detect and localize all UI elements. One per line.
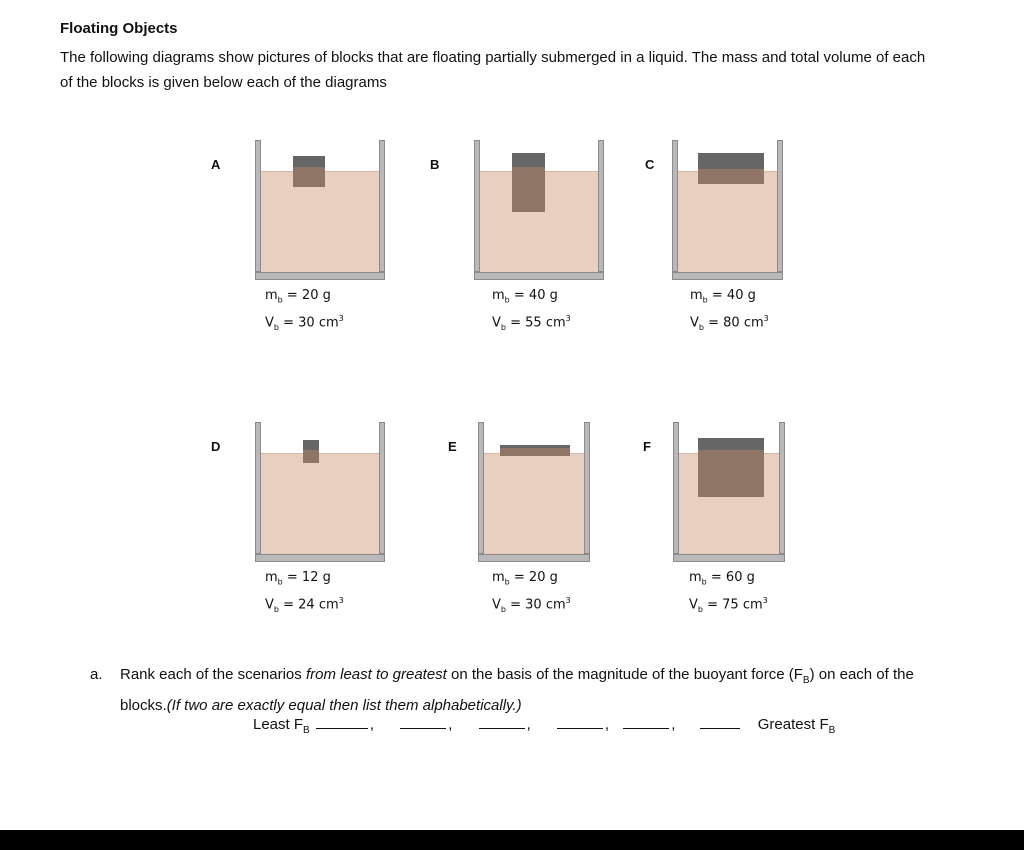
block-submerged	[293, 167, 325, 187]
diagram-f	[643, 422, 873, 622]
container-base	[478, 554, 590, 562]
container-wall-right	[779, 422, 785, 554]
block-submerged	[500, 448, 570, 456]
container-wall-right	[584, 422, 590, 554]
block-values	[492, 569, 571, 619]
bottom-black-bar	[0, 830, 1024, 850]
floating-block	[500, 445, 570, 456]
volume-line: $V_b = 30$ $cm^3$	[492, 595, 571, 614]
container	[474, 140, 604, 280]
block-above-liquid	[512, 153, 545, 167]
volume-value: 80 cm	[723, 314, 764, 330]
volume-value: 75 cm	[722, 596, 763, 612]
answer-blank-1[interactable]	[316, 714, 368, 729]
question-marker: a.	[90, 666, 103, 683]
block-above-liquid	[303, 440, 319, 450]
floating-block	[698, 438, 764, 497]
answer-blank-2[interactable]	[400, 714, 446, 729]
container-wall-right	[379, 140, 385, 272]
block-submerged	[698, 169, 764, 184]
container-base	[474, 272, 604, 280]
intro-paragraph: The following diagrams show pictures of blocks that are floating partially submerged in a liquid. The mass and total volume of each of the blocks is given below each of the diagrams	[60, 49, 926, 91]
diagram-label: D	[211, 439, 221, 454]
mass-line: $m_b = 20$ g	[492, 570, 558, 587]
block-above-liquid	[293, 156, 325, 167]
container-base	[673, 554, 785, 562]
mass-value: 20 g	[301, 288, 331, 303]
block-values	[690, 287, 769, 337]
answer-blank-6[interactable]	[700, 714, 740, 729]
ranking-line: Least $F_B$ , , , , , Greatest $F_B$	[253, 716, 836, 736]
page-title: Floating Objects	[60, 20, 178, 37]
greatest-label: Greatest $F_B$	[757, 716, 836, 736]
diagram-label: C	[645, 157, 655, 172]
block-values	[265, 287, 344, 337]
block-values	[492, 287, 571, 337]
block-submerged	[512, 167, 545, 212]
mass-line: $m_b = 20$ g	[265, 288, 331, 305]
diagram-label: F	[643, 439, 651, 454]
diagram-b	[430, 140, 674, 340]
block-values	[689, 569, 768, 619]
container-wall-left	[255, 422, 261, 554]
floating-block	[698, 153, 764, 184]
mass-value: 12 g	[301, 570, 331, 585]
diagram-d	[211, 422, 455, 622]
diagram-label: B	[430, 157, 440, 172]
mass-value: 60 g	[725, 570, 755, 585]
container-wall-left	[474, 140, 480, 272]
question-text: Rank each of the scenarios from least to greatest on the basis of the magnitude of the buoyant force $(F_B)$ on each of the blocks.(If two are exactly equal then list them alphabetically.)	[120, 666, 914, 714]
volume-value: 30 cm	[525, 596, 566, 612]
liquid	[484, 453, 584, 554]
answer-blank-5[interactable]	[623, 714, 669, 729]
container-wall-left	[673, 422, 679, 554]
container	[255, 422, 385, 562]
volume-value: 30 cm	[298, 314, 339, 330]
volume-value: 24 cm	[298, 596, 339, 612]
diagram-label: E	[448, 439, 457, 454]
block-submerged	[698, 450, 764, 497]
container-wall-right	[598, 140, 604, 272]
container-base	[672, 272, 783, 280]
volume-line: $V_b = 80$ $cm^3$	[690, 313, 769, 332]
mass-value: 40 g	[528, 288, 558, 303]
container-wall-right	[379, 422, 385, 554]
mass-line: $m_b = 12$ g	[265, 570, 331, 587]
volume-line: $V_b = 30$ $cm^3$	[265, 313, 344, 332]
mass-line: $m_b = 40$ g	[492, 288, 558, 305]
container-base	[255, 272, 385, 280]
floating-block	[512, 153, 545, 212]
container	[673, 422, 785, 562]
mass-value: 20 g	[528, 570, 558, 585]
floating-block	[303, 440, 319, 463]
volume-value: 55 cm	[525, 314, 566, 330]
volume-line: $V_b = 24$ $cm^3$	[265, 595, 344, 614]
container-wall-left	[672, 140, 678, 272]
block-submerged	[303, 450, 319, 463]
volume-line: $V_b = 75$ $cm^3$	[689, 595, 768, 614]
container-wall-left	[255, 140, 261, 272]
container	[478, 422, 590, 562]
least-label: Least $F_B$	[253, 716, 310, 736]
container-wall-right	[777, 140, 783, 272]
mass-line: $m_b = 40$ g	[690, 288, 756, 305]
liquid	[678, 171, 777, 272]
mass-value: 40 g	[726, 288, 756, 303]
volume-line: $V_b = 55$ $cm^3$	[492, 313, 571, 332]
answer-blank-4[interactable]	[557, 714, 603, 729]
container-wall-left	[478, 422, 484, 554]
block-above-liquid	[698, 438, 764, 450]
diagram-a	[211, 140, 455, 340]
container	[672, 140, 783, 280]
block-above-liquid	[698, 153, 764, 169]
answer-blank-3[interactable]	[479, 714, 525, 729]
diagram-label: A	[211, 157, 221, 172]
container-base	[255, 554, 385, 562]
liquid	[261, 453, 379, 554]
floating-block	[293, 156, 325, 187]
container	[255, 140, 385, 280]
diagram-c	[645, 140, 872, 340]
block-values	[265, 569, 344, 619]
mass-line: $m_b = 60$ g	[689, 570, 755, 587]
